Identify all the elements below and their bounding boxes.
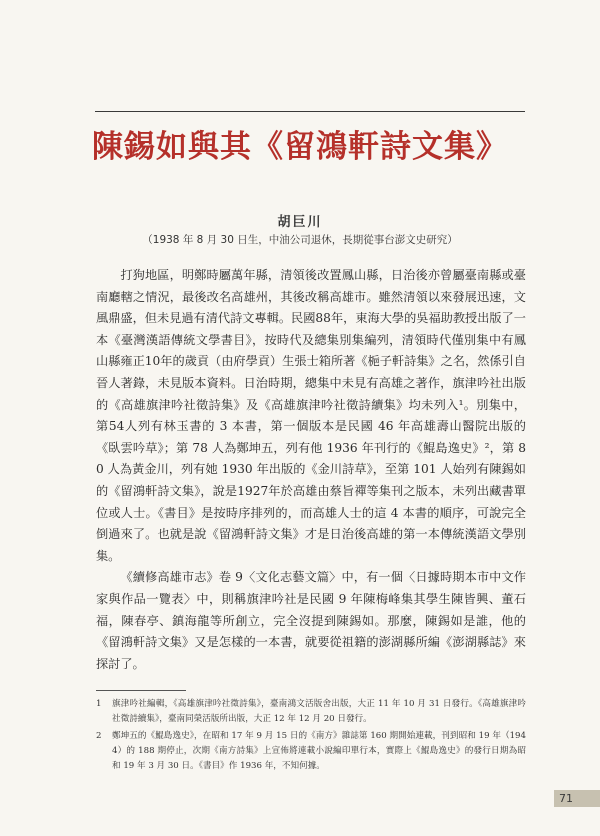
author-bio: （1938 年 8 月 30 日生，中油公司退休，長期從事台澎文史研究）	[142, 234, 458, 246]
author-name: 胡巨川	[277, 215, 323, 230]
body-paragraph: 《續修高雄市志》卷 9〈文化志藝文篇〉中，有一個〈日據時期本市中文作家與作品一覽表〉中，則稱旗津吟社是民國 9 年陳梅峰集其學生陳皆興、董石福，陳春亭、鎮海龍等所創立，完全沒提到陳錫如。那麼，陳錫如是誰，他的《留鴻軒詩文集》又是怎樣的一本書，就要從祖籍的澎湖縣所編《澎湖縣誌》來探討了。	[96, 570, 526, 671]
footnote-number: 1	[96, 699, 102, 709]
footnotes	[96, 697, 526, 776]
footnote-text: 鄭坤五的《鯤島逸史》，在昭和 17 年 9 月 15 日的《南方》雜誌第 160 期開始連載，刊到昭和 19 年（1944）的 188 期停止，次期《南方詩集》上宣佈將連載小說編印單行本，實際上《鯤島逸史》的發行日期為昭和 19 年 3 月 30 日。《書目》作 1936 年，不知何據。	[112, 731, 526, 771]
top-divider-rule	[95, 111, 525, 112]
footnote-item	[96, 729, 526, 774]
footnote-text: 旗津吟社編輯，《高雄旗津吟社徵詩集》，臺南鴻文活版舍出版，大正 11 年 10 月 31 日發行。《高雄旗津吟社徵詩續集》，臺南同榮活版所出版，大正 12 年 12 月 20 日發行。	[112, 699, 526, 724]
article-body	[96, 265, 526, 675]
article-title: 陳錫如與其《留鴻軒詩文集》	[92, 129, 508, 165]
page-number: 71	[559, 792, 573, 805]
footnote-item	[96, 697, 526, 727]
body-paragraph: 打狗地區，明鄭時屬萬年縣，清領後改置鳳山縣，日治後亦曾屬臺南縣或臺南廳轄之情況，最後改名高雄州，其後改稱高雄市。雖然清領以來發展迅速，文風鼎盛，但未見過有清代詩文專輯。民國88年，東海大學的吳福助教授出版了一本《臺灣漢語傳統文學書目》，按時代及總集別集編列，清領時代僅別集中有鳳山縣雍正10年的歲貢（由府學貢）生張士箱所著《梔子軒詩集》之名，然係引自晉人著錄，未見版本資料。日治時期，總集中未見有高雄之著作，旗津吟社出版的《高雄旗津吟社徵詩集》及《高雄旗津吟社徵詩續集》均未列入¹。別集中，第54人列有林玉書的 3 本書，第一個版本是民國 46 年高雄壽山醫院出版的《臥雲吟草》；第 78 人為鄭坤五，列有他 1936 年刊行的《鯤島逸史》²，第 80 人為黃金川，列有她 1930 年出版的《金川詩草》，至第 101 人始列有陳錫如的《留鴻軒詩文集》，說是1927年於高雄由蔡旨禪等集刊之版本，未列出藏書單位或人士。《書目》是按時序排列的，而高雄人士的這 4 本書的順序，可說完全倒過來了。也就是說《留鴻軒詩文集》才是日治後高雄的第一本傳統漢語文學別集。	[96, 268, 526, 563]
footnote-divider	[96, 690, 186, 691]
footnote-number: 2	[96, 731, 102, 741]
